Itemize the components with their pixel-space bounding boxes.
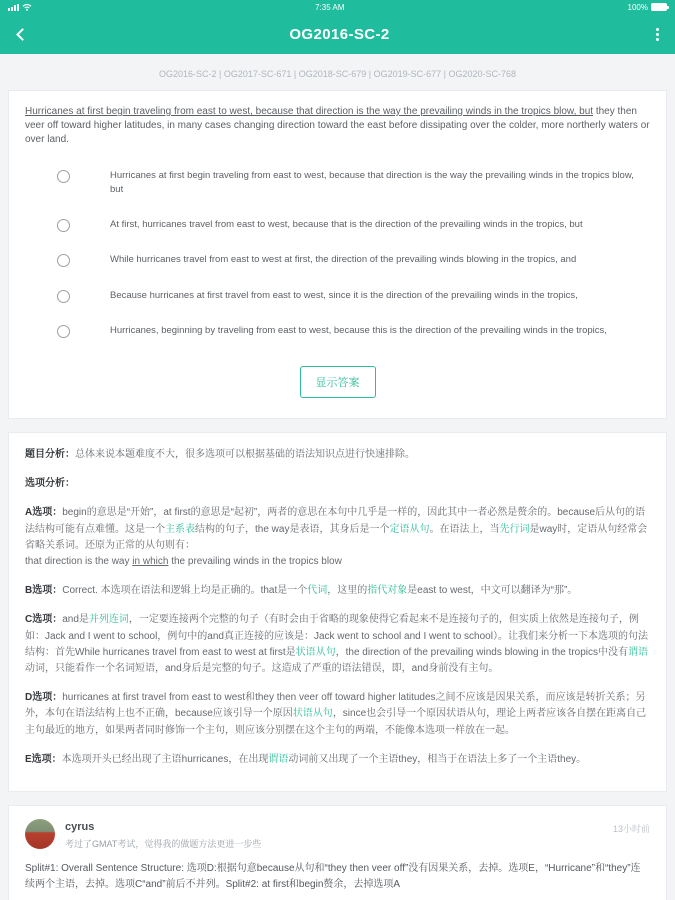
wifi-icon <box>22 3 32 11</box>
analysis-option-a-label: A选项： <box>25 507 63 519</box>
comment-timestamp: 13小时前 <box>612 823 650 834</box>
analysis-option-e <box>25 752 650 768</box>
option-row-b[interactable] <box>25 218 650 232</box>
analysis-overview <box>25 447 650 463</box>
comment-card <box>8 805 667 900</box>
option-e-text: Hurricanes, beginning by traveling from east to west, because this is the direction of the prevailing winds in the tropics, <box>110 324 607 336</box>
analysis-option-c-text: and是并列连词，一定要连接两个完整的句子（有时会由于省略的现象使得它看起来不是连接句子的，但实质上依然是连接句子，例如：Jack and I went to school，例句中的and真正连接的应该是：Jack went to school and I went to school）。让我们来分析一下本选项的句法结构：首先While hurricanes travel from east to west at first是状语从句，the direction of the prevailing winds blowing in the tropics中没有谓语动词，只能看作一个名词短语，and身后是完整的句子。这造成了严重的语法错误，即，and身前没有主句。 <box>25 614 648 674</box>
signal-icon <box>8 4 19 11</box>
nav-bar <box>0 14 675 54</box>
analysis-option-a-text: begin的意思是“开始”，at first的意思是“起初”，两者的意思在本句中几乎是一样的，因此其中一者必然是赘余的。because后从句的语法结构可能有点难懂。这是一个主系表结构的句子，the way是表语，其身后是一个定语从句。在语法上，当先行词是way时，定语从句经常会省略关系词。还原为正常的从句则有： that direction is the way in which the prevailing winds in the tropics blow <box>25 507 648 567</box>
avatar[interactable] <box>25 819 55 849</box>
comment-body: Split#1: Overall Sentence Structure: 选项D:根据句意because从句和“they then veer off”没有因果关系，去掉。选项E，“Hurricane”和“they”连续两个主语，去掉。选项C“and”前后不并列。Split#2: at first和begin赘余，去掉选项A <box>25 862 641 891</box>
analysis-card <box>8 432 667 792</box>
option-row-a[interactable] <box>25 169 650 198</box>
question-underlined-part: Hurricanes at first begin traveling from east to west, because that direction is the way the prevailing winds in the tropics blow, but <box>25 106 594 117</box>
analysis-option-c <box>25 612 650 677</box>
comment-username: cyrus <box>65 820 95 833</box>
question-rest-part: they then veer off toward higher latitudes, in many cases changing direction toward the east before dissipating over the colder, more northerly waters or over land. <box>25 106 650 146</box>
page-title: OG2016-SC-2 <box>289 25 390 43</box>
kebab-menu-button[interactable] <box>639 22 659 46</box>
option-e-radio[interactable] <box>57 325 70 338</box>
option-c-radio[interactable] <box>57 254 70 267</box>
battery-percent: 100% <box>627 2 648 12</box>
analysis-option-d <box>25 690 650 739</box>
chevron-left-icon <box>16 28 29 41</box>
analysis-option-b-text: Correct. 本选项在语法和逻辑上均是正确的。that是一个代词，这里的指代对象是east to west，中文可以翻译为“那”。 <box>62 585 578 597</box>
back-button[interactable] <box>16 22 40 46</box>
option-c-text: While hurricanes travel from east to west at first, the direction of the prevailing winds blowing in the tropics, and <box>110 254 577 266</box>
option-a-radio[interactable] <box>57 170 70 183</box>
option-b-radio[interactable] <box>57 219 70 232</box>
analysis-option-b <box>25 583 650 599</box>
option-d-text: Because hurricanes at first travel from east to west, since it is the direction of the prevailing winds in the tropics, <box>110 289 578 301</box>
battery-icon <box>651 3 667 11</box>
status-time: 7:35 AM <box>315 2 345 12</box>
analysis-option-e-label: E选项： <box>25 753 62 765</box>
analysis-option-d-text: hurricanes at first travel from east to west和they then veer off toward higher latitudes之间不应该是因果关系，而应该是转折关系；另外，本句在语法结构上也不正确，because应该引导一个原因状语从句，since也会引导一个原因状语从句，理论上两者应该各自摆在距离自己主句最近的地方，如果两者同时修饰一个主句，则应该分别摆在这个主句的两端，不能像本选项一样放在一起。 <box>25 692 647 736</box>
analysis-option-d-label: D选项： <box>25 692 63 704</box>
analysis-overview-label: 题目分析： <box>25 449 75 461</box>
status-bar <box>0 0 675 14</box>
comment-signature: 考过了GMAT考试，觉得我的做题方法更进一步些 <box>65 838 262 849</box>
option-row-c[interactable] <box>25 253 650 267</box>
analysis-option-e-text: 本选项开头已经出现了主语hurricanes，在出现谓语动词前又出现了一个主语they，相当于在语法上多了一个主语they。 <box>61 753 587 765</box>
option-row-d[interactable] <box>25 289 650 303</box>
option-a-text: Hurricanes at first begin traveling from east to west, because that direction is the way the prevailing winds in the tropics blow, but <box>110 169 634 195</box>
option-d-radio[interactable] <box>57 290 70 303</box>
analysis-option-c-label: C选项： <box>25 614 63 626</box>
analysis-option-b-label: B选项： <box>25 585 63 597</box>
analysis-options-heading: 选项分析： <box>25 478 75 490</box>
show-answer-button[interactable]: 显示答案 <box>300 366 376 398</box>
analysis-overview-text: 总体来说本题难度不大，很多选项可以根据基础的语法知识点进行快速排除。 <box>75 449 415 461</box>
option-row-e[interactable] <box>25 324 650 338</box>
analysis-option-a <box>25 505 650 570</box>
question-text <box>25 105 650 148</box>
breadcrumb[interactable]: OG2016-SC-2 | OG2017-SC-671 | OG2018-SC-679 | OG2019-SC-677 | OG2020-SC-768 <box>158 69 517 79</box>
option-b-text: At first, hurricanes travel from east to west, because that is the direction of the prevailing winds in the tropics, but <box>110 219 583 231</box>
question-card <box>8 90 667 419</box>
